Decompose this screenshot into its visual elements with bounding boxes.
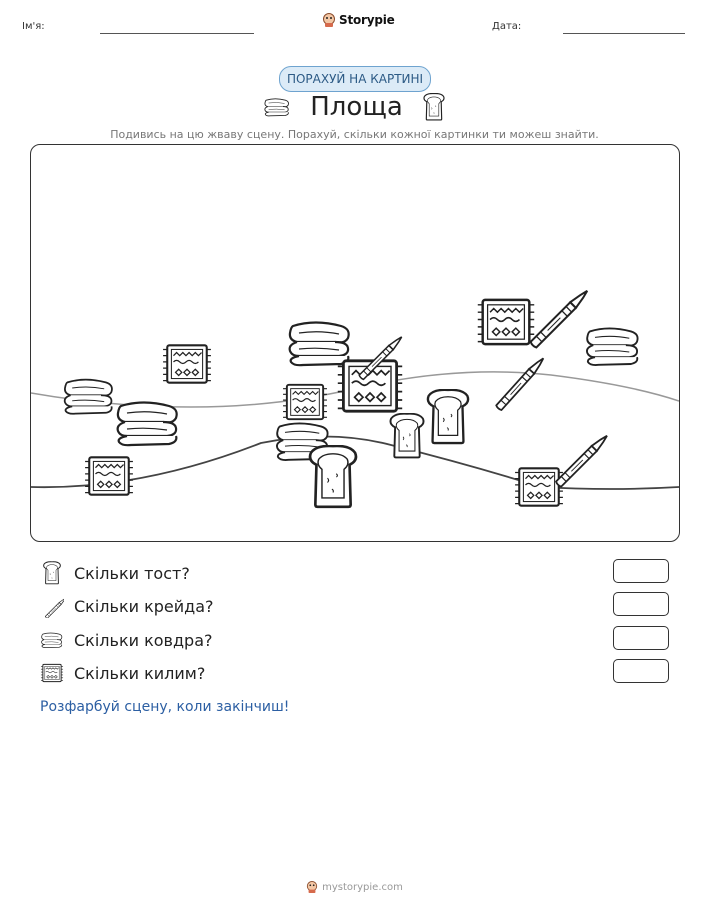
rug-icon [40, 661, 64, 685]
blanket-1 [65, 380, 112, 414]
scene-drawing [31, 145, 679, 541]
question-crayon [40, 593, 214, 619]
storypie-mascot-icon [306, 880, 318, 894]
question-text: Скільки крейда? [74, 596, 214, 616]
rug-6 [515, 468, 563, 505]
blanket-3 [290, 323, 349, 366]
instructions: Подивись на цю жваву сцену. Порахуй, скільки кожної картинки ти можеш знайти. [110, 128, 599, 141]
blanket-icon [40, 628, 64, 652]
question-text: Скільки ковдра? [74, 630, 213, 650]
count-badge: ПОРАХУЙ НА КАРТИНІ [279, 66, 431, 92]
brand-name: Storypie [339, 13, 395, 27]
question-rug [40, 660, 205, 686]
question-text: Скільки тост? [74, 563, 190, 583]
toast-3 [310, 446, 356, 507]
brand-logo [322, 12, 395, 28]
toast-icon [40, 561, 64, 585]
rug-4 [478, 300, 534, 344]
blanket-5 [587, 328, 638, 365]
blanket-icon [263, 97, 291, 117]
answer-box-blanket[interactable] [613, 626, 669, 650]
site-footer [0, 880, 709, 894]
answer-box-rug[interactable] [613, 659, 669, 683]
page-title: Площа [310, 92, 403, 122]
site-url: mystorypie.com [322, 881, 403, 893]
date-label: Дата: [492, 21, 522, 32]
crayon-2 [530, 288, 590, 348]
title-row [0, 92, 709, 122]
toast-1 [428, 390, 468, 443]
color-scene-note: Розфарбуй сцену, коли закінчиш! [40, 699, 290, 715]
question-text: Скільки килим? [74, 663, 206, 683]
blanket-2 [118, 403, 177, 446]
rug-5 [85, 457, 133, 494]
crayon-3 [496, 356, 546, 411]
answer-box-crayon[interactable] [613, 592, 669, 616]
storypie-mascot-icon [322, 12, 336, 28]
rug-2 [283, 385, 327, 419]
date-line[interactable] [563, 33, 685, 34]
crayon-icon [40, 594, 64, 618]
toast-2 [390, 414, 423, 458]
question-toast [40, 560, 190, 586]
rug-1 [163, 345, 211, 382]
coloring-scene[interactable] [30, 144, 680, 542]
name-line[interactable] [100, 33, 254, 34]
name-label: Ім'я: [22, 21, 45, 32]
crayon-4 [555, 433, 609, 487]
question-blanket [40, 627, 212, 653]
toast-icon [422, 93, 446, 121]
answer-box-toast[interactable] [613, 559, 669, 583]
